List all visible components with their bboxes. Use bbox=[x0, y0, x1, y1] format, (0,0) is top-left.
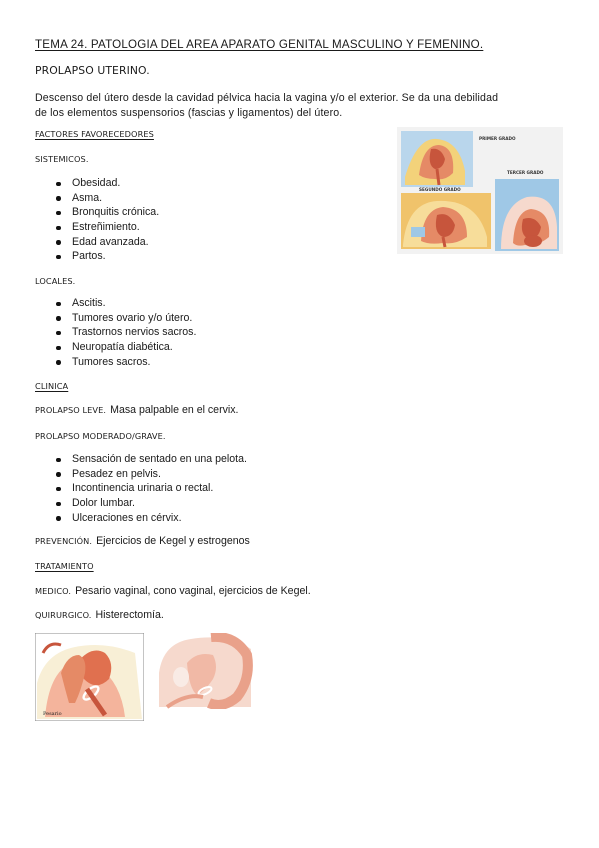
quirurgico-line bbox=[35, 609, 164, 621]
factores-heading: FACTORES FAVORECEDORES bbox=[35, 129, 154, 139]
uterus-section-figure bbox=[157, 633, 253, 709]
quirurgico-label: QUIRURGICO. bbox=[35, 610, 92, 620]
prolapso-leve-line bbox=[35, 404, 239, 416]
label-segundo-grado: SEGUNDO GRADO bbox=[419, 187, 461, 192]
list-item: Incontinencia urinaria o rectal. bbox=[56, 481, 247, 496]
document-title: TEMA 24. PATOLOGIA DEL AREA APARATO GENITAL MASCULINO Y FEMENINO. bbox=[35, 38, 484, 51]
list-item: Trastornos nervios sacros. bbox=[56, 325, 196, 340]
prolapse-grades-illustration bbox=[397, 127, 563, 254]
list-item: Neuropatía diabética. bbox=[56, 340, 196, 355]
prolapse-grades-figure bbox=[397, 127, 563, 254]
list-item: Obesidad. bbox=[56, 176, 159, 191]
panel-segundo-grado bbox=[401, 193, 491, 249]
list-item: Bronquitis crónica. bbox=[56, 205, 159, 220]
list-item: Pesadez en pelvis. bbox=[56, 467, 247, 482]
label-primer-grado: PRIMER GRADO bbox=[479, 136, 516, 141]
sistemicos-label: SISTEMICOS. bbox=[35, 154, 89, 164]
locales-label: LOCALES. bbox=[35, 276, 76, 286]
list-item: Sensación de sentado en una pelota. bbox=[56, 452, 247, 467]
clinica-heading: CLINICA bbox=[35, 381, 69, 391]
label-tercer-grado: TERCER GRADO bbox=[507, 170, 544, 175]
list-item: Ulceraciones en cérvix. bbox=[56, 511, 247, 526]
tratamiento-heading: TRATAMIENTO bbox=[35, 561, 94, 571]
prolapso-grave-label: PROLAPSO MODERADO/GRAVE. bbox=[35, 431, 166, 441]
sistemicos-list bbox=[56, 176, 159, 264]
list-item: Tumores ovario y/o útero. bbox=[56, 311, 196, 326]
panel-tercer-grado bbox=[495, 179, 559, 251]
intro-line-1: Descenso del útero desde la cavidad pélvica hacia la vagina y/o el exterior. Se da una debilidad bbox=[35, 92, 499, 104]
list-item: Asma. bbox=[56, 191, 159, 206]
locales-list bbox=[56, 296, 196, 369]
label-pesario: Pesario bbox=[43, 711, 62, 717]
prolapso-leve-label: PROLAPSO LEVE. bbox=[35, 405, 107, 415]
pessary-figure bbox=[35, 633, 144, 721]
medico-label: MEDICO. bbox=[35, 586, 72, 596]
pessary-illustration bbox=[35, 633, 144, 721]
prevencion-label: PREVENCIÓN. bbox=[35, 536, 93, 546]
medico-line bbox=[35, 585, 311, 597]
list-item: Tumores sacros. bbox=[56, 355, 196, 370]
list-item: Estreñimiento. bbox=[56, 220, 159, 235]
quirurgico-text: Histerectomía. bbox=[95, 609, 164, 621]
prolapso-grave-list bbox=[56, 452, 247, 525]
uterus-section-illustration bbox=[157, 633, 253, 709]
list-item: Dolor lumbar. bbox=[56, 496, 247, 511]
panel-primer-grado bbox=[401, 131, 473, 187]
prolapso-leve-text: Masa palpable en el cervix. bbox=[110, 404, 239, 416]
list-item: Ascitis. bbox=[56, 296, 196, 311]
section-heading: PROLAPSO UTERINO. bbox=[35, 64, 150, 77]
intro-paragraph bbox=[35, 91, 565, 120]
medico-text: Pesario vaginal, cono vaginal, ejercicios de Kegel. bbox=[75, 585, 311, 597]
prevencion-line bbox=[35, 535, 250, 547]
prevencion-text: Ejercicios de Kegel y estrogenos bbox=[96, 535, 250, 547]
intro-line-2: de los elementos suspensorios (fascias y ligamentos) del útero. bbox=[35, 106, 343, 119]
list-item: Edad avanzada. bbox=[56, 235, 159, 250]
list-item: Partos. bbox=[56, 249, 159, 264]
